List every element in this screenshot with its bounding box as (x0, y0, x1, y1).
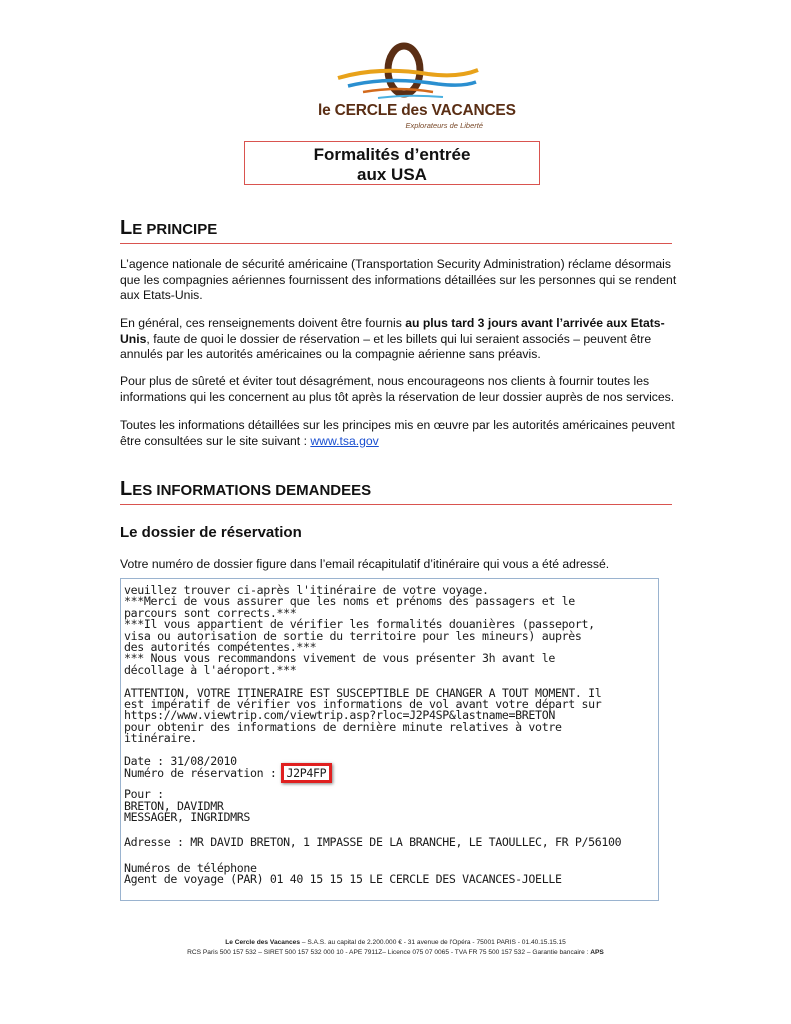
email-agent-phone: Agent de voyage (PAR) 01 40 15 15 15 LE CERCLE DES VACANCES-JOELLE (124, 872, 562, 887)
page-title (244, 141, 540, 185)
email-passenger-2: MESSAGER, INGRIDMRS (124, 810, 250, 825)
heading-rest: ES INFORMATIONS DEMANDEES (132, 482, 372, 499)
reservation-number: J2P4FP (286, 766, 327, 781)
logo-tagline: Explorateurs de Liberté (405, 121, 483, 130)
email-warning-block (124, 685, 658, 746)
footer-line-2 (0, 948, 791, 958)
logo-brand-name: le CERCLE des VACANCES (318, 102, 516, 119)
email-notice-block (124, 585, 658, 676)
email-line: https://www.viewtrip.com/viewtrip.asp?rloc=J2P4SP&lastname=BRETON (124, 708, 555, 723)
email-line: décollage à l'aéroport.*** (124, 662, 297, 677)
title-line-1: Formalités d’entrée (313, 145, 471, 164)
email-reservation-line (124, 763, 658, 783)
logo-emblem-icon (318, 40, 488, 104)
p4-text: Toutes les informations détaillées sur les principes mis en œuvre par les autorités américaines peuvent être consultées sur le site suivant : (120, 418, 675, 448)
email-address: Adresse : MR DAVID BRETON, 1 IMPASSE DE LA BRANCHE, LE TAOULLEC, FR P/56100 (124, 835, 622, 850)
principe-paragraph-1: L’agence nationale de sécurité américaine (Transportation Security Administration) réclame désormais que les compagnies aériennes fournissent des informations détaillées sur les personnes qui se rendent aux Etats-Unis. (120, 257, 677, 302)
footer-line-1-text: – S.A.S. au capital de 2.200.000 € - 31 avenue de l'Opéra - 75001 PARIS - 01.40.15.15.15 (299, 939, 566, 946)
tsa-link[interactable]: www.tsa.gov (310, 433, 379, 448)
footer-line-2-text: RCS Paris 500 157 532 – SIRET 500 157 532 000 10 - APE 7911Z– Licence 075 07 0065 - TVA FR 75 500 157 532 – Garantie bancaire : (187, 949, 591, 956)
footer-guarantee: APS (590, 949, 604, 956)
heading-initial: L (120, 478, 133, 500)
heading-rest: E PRINCIPE (132, 221, 218, 238)
email-line: des autorités compétentes.*** (124, 639, 317, 654)
email-line: itinéraire. (124, 731, 197, 746)
section-heading-informations (120, 478, 672, 505)
heading-initial: L (120, 217, 133, 239)
email-line: visa ou autorisation de sortie du territoire pour les mineurs) auprès (124, 628, 582, 643)
principe-paragraph-4 (120, 418, 680, 449)
email-pour-label: Pour : (124, 787, 164, 802)
p2-text-end: , faute de quoi le dossier de réservation – et les billets qui lui seraient associés – peuvent être annulés par les autorités américaines ou la compagnie aérienne sans préavis. (120, 331, 652, 361)
footer-line-1 (0, 938, 791, 948)
p2-text-start: En général, ces renseignements doivent être fournis (120, 316, 406, 330)
section-heading-principe (120, 217, 672, 244)
email-date: Date : 31/08/2010 (124, 753, 237, 768)
principe-paragraph-3: Pour plus de sûreté et éviter tout désagrément, nous encourageons nos clients à fournir toutes les informations qui les concernent au plus tôt après la réservation de leur dossier auprès de nos services. (120, 374, 675, 404)
principe-paragraph-2 (120, 316, 680, 363)
email-line: ATTENTION, VOTRE ITINERAIRE EST SUSCEPTIBLE DE CHANGER A TOUT MOMENT. Il (124, 685, 602, 700)
email-line: pour obtenir des informations de dernière minute relatives à votre (124, 719, 562, 734)
footer-brand: Le Cercle des Vacances (225, 939, 300, 946)
title-line-2: aux USA (357, 165, 427, 184)
company-logo (318, 40, 516, 130)
email-screenshot (120, 578, 659, 901)
email-line: est impératif de vérifier vos informations de vol avant votre départ sur (124, 696, 602, 711)
email-line: veuillez trouver ci-après l'itinéraire de votre voyage. (124, 583, 489, 597)
reservation-label: Numéro de réservation : (124, 766, 277, 781)
page-footer (0, 938, 791, 958)
email-line: *** Nous vous recommandons vivement de vous présenter 3h avant le (124, 651, 555, 666)
email-line: parcours sont corrects.*** (124, 605, 297, 620)
email-phone-label: Numéros de téléphone (124, 860, 257, 875)
p2-deadline-bold: au plus tard 3 jours avant l’arrivée aux Etats-Unis (120, 316, 665, 346)
dossier-intro: Votre numéro de dossier figure dans l’email récapitulatif d’itinéraire qui vous a été adressé. (120, 557, 610, 571)
email-passenger-1: BRETON, DAVIDMR (124, 798, 224, 813)
subheading-dossier: Le dossier de réservation (120, 524, 302, 541)
email-line: ***Merci de vous assurer que les noms et prénoms des passagers et le (124, 594, 575, 609)
email-line: ***Il vous appartient de vérifier les formalités douanières (passeport, (124, 617, 595, 632)
reservation-number-highlight (281, 763, 333, 783)
